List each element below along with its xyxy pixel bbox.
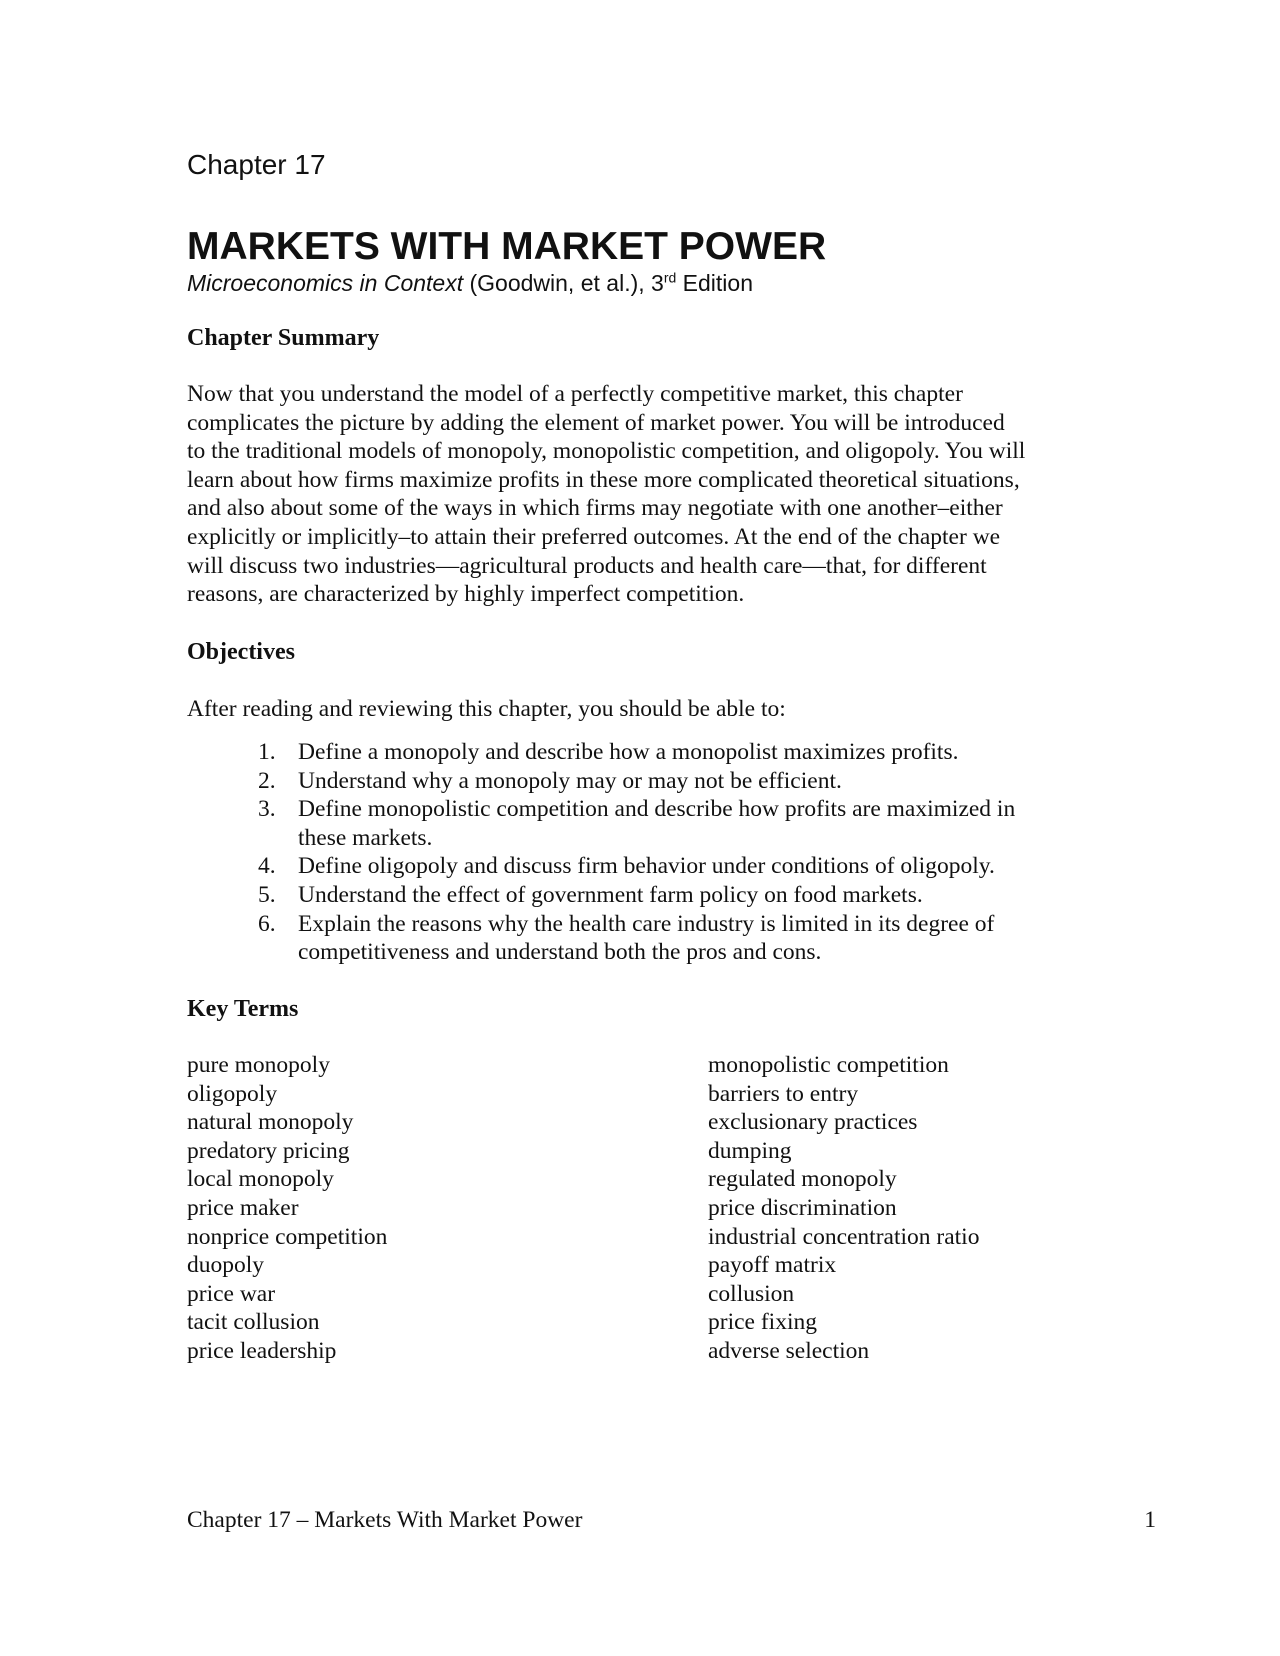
objectives-intro-text: After reading and reviewing this chapter, you should be able to: <box>187 696 786 722</box>
key-term: pure monopoly <box>187 1052 330 1078</box>
book-title: Microeconomics in Context <box>187 270 464 296</box>
objective-item <box>258 767 1098 796</box>
objective-item <box>258 881 1098 910</box>
key-term: regulated monopoly <box>708 1166 897 1193</box>
key-term: industrial concentration ratio <box>708 1223 980 1250</box>
key-term: local monopoly <box>187 1166 334 1193</box>
footer-running-title: Chapter 17 – Markets With Market Power <box>187 1507 583 1533</box>
summary-line: will discuss two industries—agricultural products and health care—that, for different <box>187 552 987 579</box>
objective-number: 3. <box>258 796 276 823</box>
key-term: price discrimination <box>708 1194 897 1221</box>
summary-line: complicates the picture by adding the element of market power. You will be introduced <box>187 409 1005 436</box>
objective-item <box>258 795 1098 852</box>
summary-line: Now that you understand the model of a perfectly competitive market, this chapter <box>187 381 963 407</box>
chapter-subtitle <box>187 268 753 298</box>
footer-page-number: 1 <box>1144 1507 1156 1533</box>
objective-text: Define oligopoly and discuss firm behavior under conditions of oligopoly. <box>298 853 995 880</box>
objective-text: Understand the effect of government farm policy on food markets. <box>298 881 923 908</box>
edition-suffix: Edition <box>676 270 753 296</box>
summary-line: explicitly or implicitly–to attain their preferred outcomes. At the end of the chapter we <box>187 523 1001 550</box>
objective-number: 2. <box>258 767 276 794</box>
objective-item <box>258 852 1098 881</box>
objective-number: 5. <box>258 881 276 908</box>
objective-text: Define monopolistic competition and describe how profits are maximized in <box>298 796 1016 823</box>
objective-text-continued: competitiveness and understand both the pros and cons. <box>298 939 822 966</box>
key-terms-heading: Key Terms <box>187 996 299 1022</box>
objective-number: 4. <box>258 853 276 880</box>
objectives-intro <box>187 695 1087 724</box>
key-terms-left-column <box>187 1051 387 1366</box>
objective-number: 1. <box>258 739 276 765</box>
objective-text: Define a monopoly and describe how a monopolist maximizes profits. <box>298 739 959 765</box>
objective-text-continued: these markets. <box>298 824 433 851</box>
edition-superscript: rd <box>663 269 677 286</box>
objective-text: Understand why a monopoly may or may not be efficient. <box>298 767 842 794</box>
book-authors: (Goodwin, et al.), 3 <box>463 270 664 296</box>
summary-line: to the traditional models of monopoly, monopolistic competition, and oligopoly. You will <box>187 438 1026 465</box>
objective-item <box>258 910 1098 967</box>
key-term: adverse selection <box>708 1337 870 1364</box>
objectives-heading: Objectives <box>187 639 295 665</box>
key-term: price war <box>187 1280 276 1307</box>
key-term: price fixing <box>708 1309 817 1336</box>
key-term: monopolistic competition <box>708 1052 949 1078</box>
summary-line: reasons, are characterized by highly imperfect competition. <box>187 581 745 608</box>
objective-text: Explain the reasons why the health care industry is limited in its degree of <box>298 910 995 937</box>
key-term: natural monopoly <box>187 1109 354 1136</box>
summary-paragraph <box>187 380 1087 609</box>
key-term: tacit collusion <box>187 1309 320 1336</box>
objectives-list <box>258 738 1098 967</box>
chapter-label: Chapter 17 <box>187 149 326 180</box>
objective-number: 6. <box>258 910 276 937</box>
key-term: collusion <box>708 1280 795 1307</box>
key-terms-right-column <box>708 1051 979 1366</box>
key-term: barriers to entry <box>708 1080 859 1107</box>
key-term: oligopoly <box>187 1080 278 1107</box>
chapter-title: MARKETS WITH MARKET POWER <box>187 225 827 268</box>
key-term: duopoly <box>187 1252 265 1279</box>
key-term: exclusionary practices <box>708 1109 918 1136</box>
objective-item <box>258 738 1098 767</box>
key-term: dumping <box>708 1137 792 1164</box>
summary-line: learn about how firms maximize profits in these more complicated theoretical situations, <box>187 466 1020 493</box>
key-term: price leadership <box>187 1337 337 1364</box>
summary-line: and also about some of the ways in which firms may negotiate with one another–either <box>187 495 1003 522</box>
summary-heading: Chapter Summary <box>187 325 380 351</box>
key-term: predatory pricing <box>187 1137 350 1164</box>
key-term: nonprice competition <box>187 1223 388 1250</box>
key-term: price maker <box>187 1194 299 1221</box>
key-term: payoff matrix <box>708 1252 837 1279</box>
